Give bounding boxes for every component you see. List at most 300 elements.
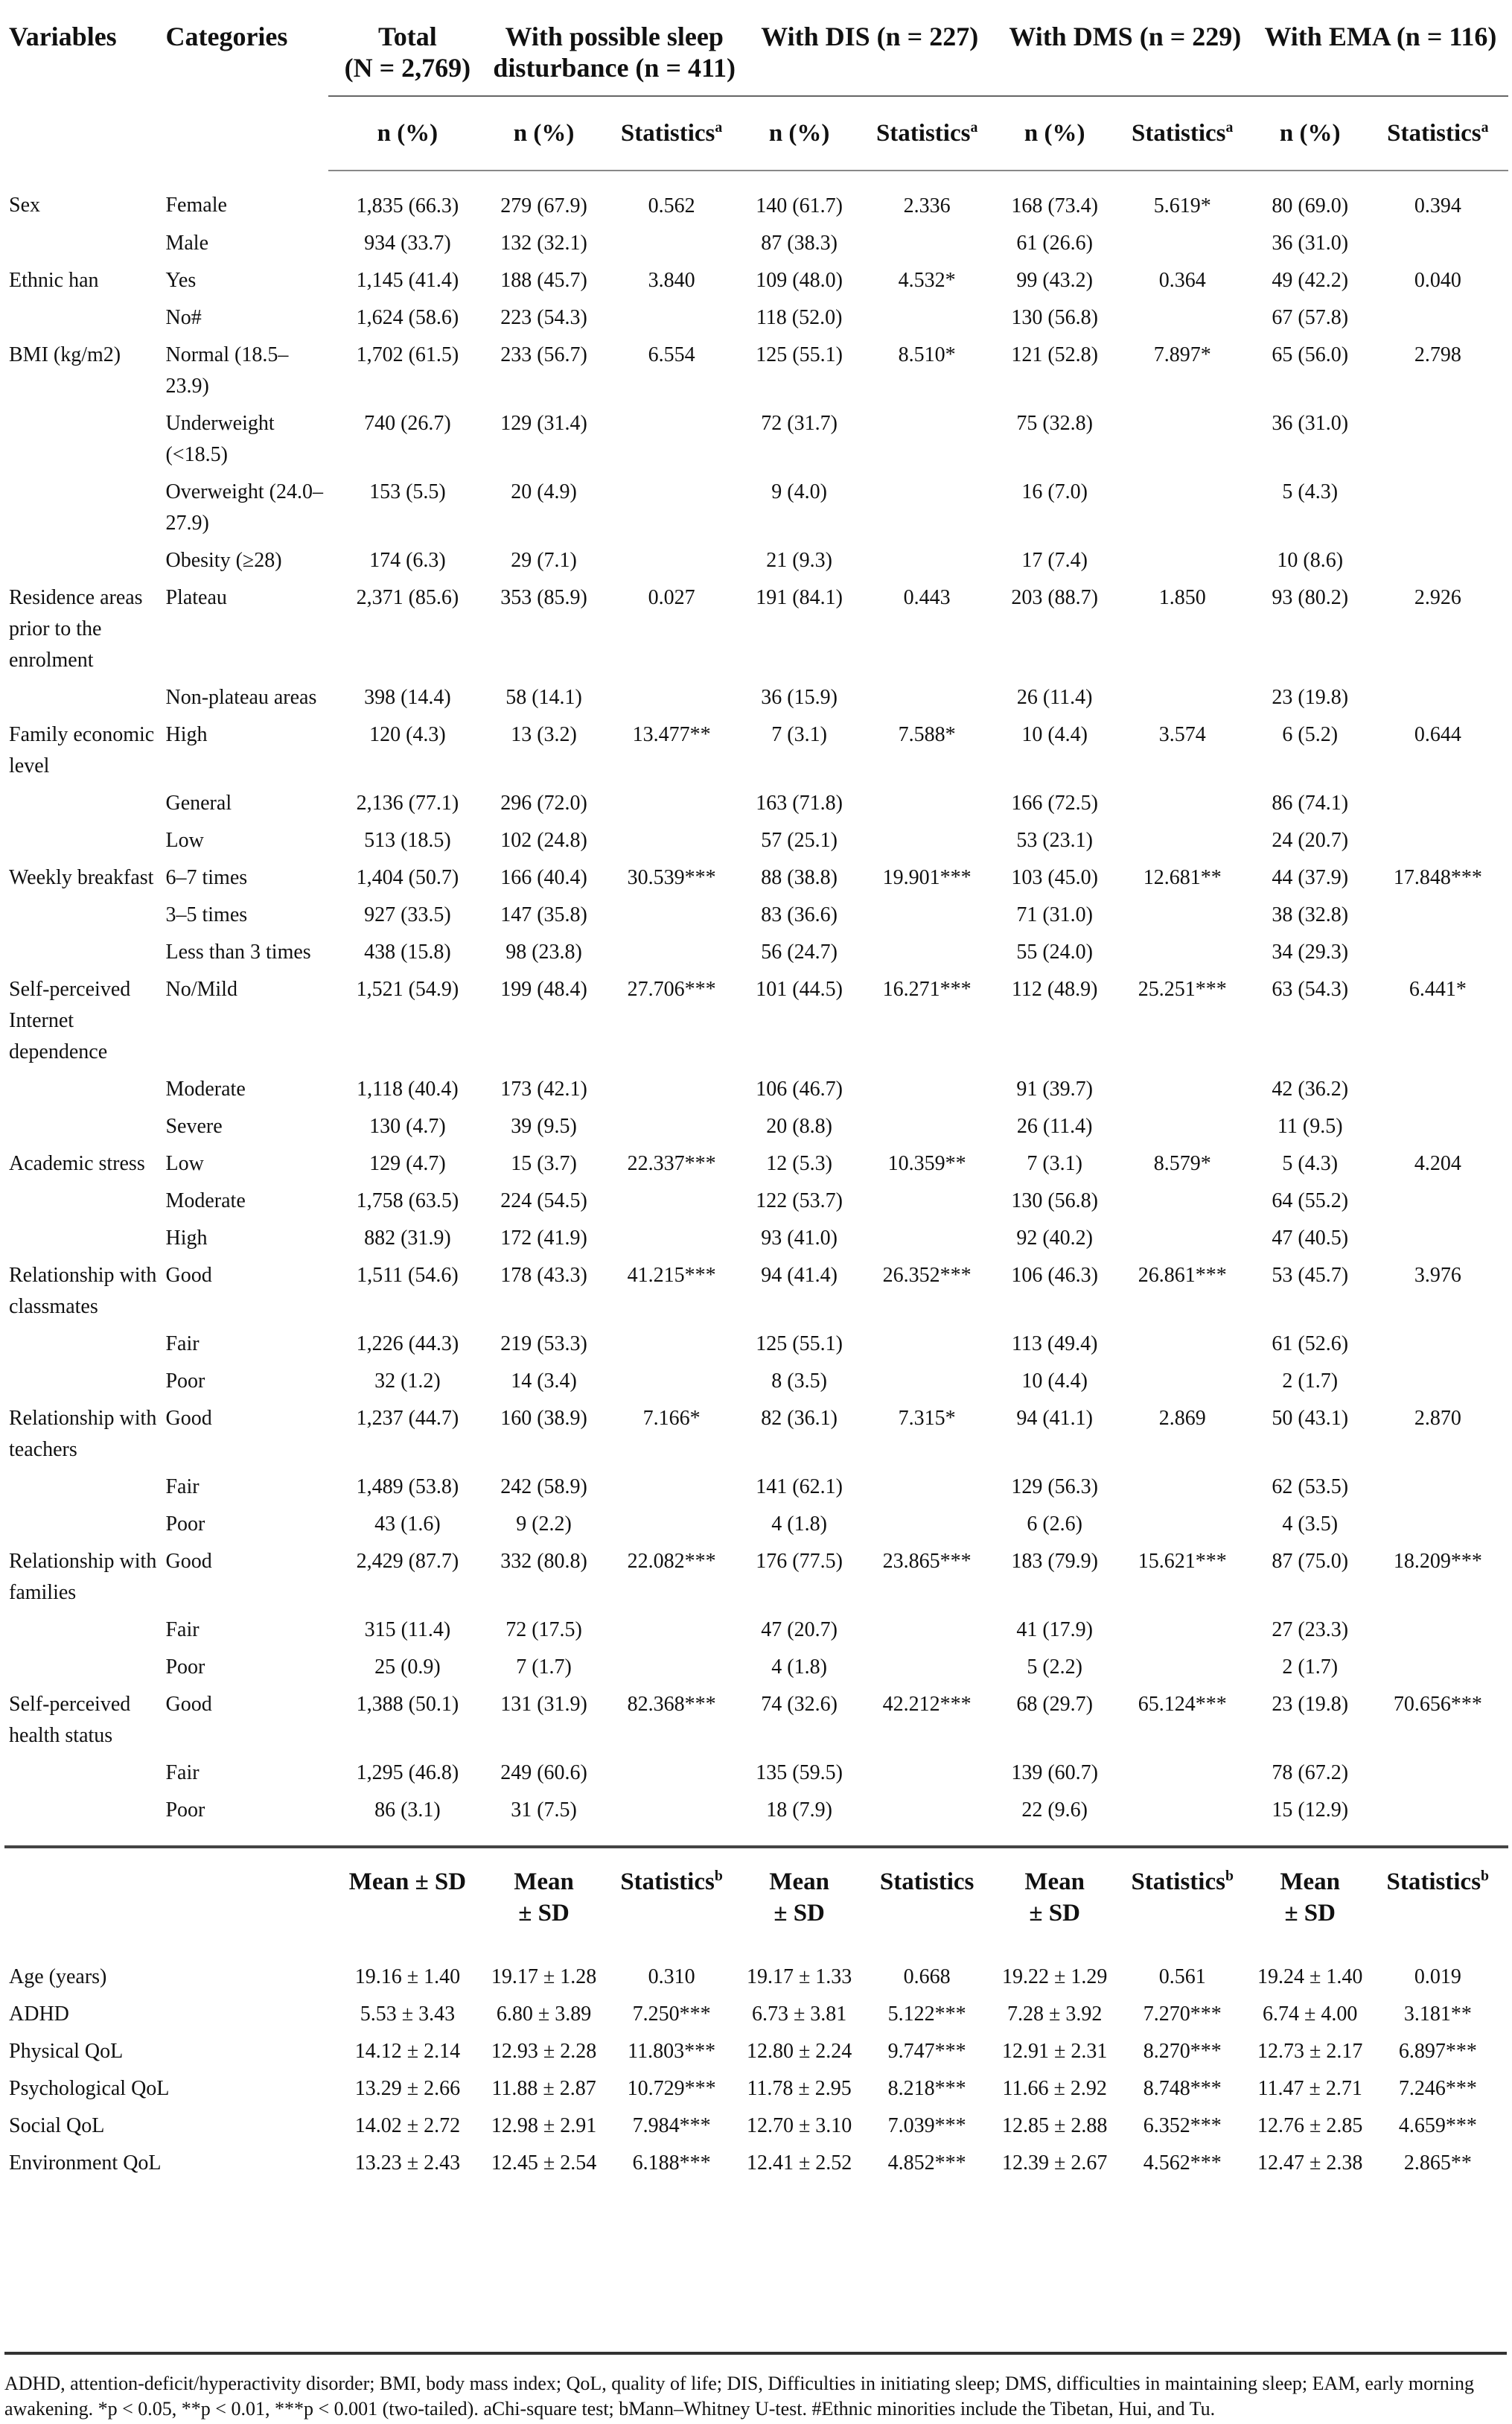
row-variable [4,1792,161,1847]
ema-n-pct: 24 (20.7) [1272,829,1349,852]
header-sleep-disturbance: With possible sleep disturbance (n = 411) [487,0,742,96]
table-row [4,1400,1508,1469]
ema-n-pct: 2 (1.7) [1282,1655,1339,1679]
row-variable: Sex [9,194,40,217]
dis-statistic [857,1326,998,1363]
dms-n-pct: 68 (29.7) [1016,1693,1093,1716]
total-n-pct: 86 (3.1) [374,1798,441,1822]
row-category: Obesity (≥28) [165,549,282,572]
total-n-pct: 1,118 (40.4) [357,1078,459,1101]
total-mean-sd: 14.12 ± 2.14 [354,2040,461,2063]
table-row [4,785,1508,822]
dms-statistic: 26.861*** [1138,1264,1227,1287]
dms-mean-sd: 11.66 ± 2.92 [1002,2077,1107,2100]
dms-statistic: 8.270*** [1143,2040,1222,2063]
table-row [4,2033,1508,2070]
sleep-n-pct: 9 (2.2) [516,1512,572,1536]
sleep-mean-sd: 19.17 ± 1.28 [491,1965,597,1988]
total-n-pct: 1,295 (46.8) [356,1761,459,1784]
header-mean-sd: Mean ± SD [487,1847,602,1942]
sleep-statistic: 82.368*** [627,1693,716,1716]
ema-n-pct: 42 (36.2) [1272,1078,1349,1101]
dis-n-pct: 74 (32.6) [761,1693,838,1716]
row-category: Underweight (<18.5) [165,412,275,466]
ema-statistic [1368,1755,1508,1792]
sleep-n-pct: 223 (54.3) [500,306,587,329]
ema-statistic [1368,299,1508,337]
sleep-statistic: 13.477** [632,723,711,746]
dms-statistic [1112,1220,1253,1257]
row-category: Poor [165,1655,205,1679]
sleep-n-pct: 13 (3.2) [511,723,577,746]
ema-statistic [1368,405,1508,474]
table-row [4,1755,1508,1792]
row-variable [4,897,161,934]
total-n-pct: 740 (26.7) [364,412,451,435]
sleep-n-pct: 20 (4.9) [511,480,577,503]
ema-statistic [1368,1469,1508,1506]
ema-n-pct: 5 (4.3) [1282,1152,1339,1175]
dis-n-pct: 7 (3.1) [771,723,827,746]
sleep-n-pct: 353 (85.9) [500,586,587,609]
sleep-statistic [601,822,741,859]
dms-statistic [1112,1183,1253,1220]
sleep-statistic [601,1108,741,1145]
header-statistics: Statistics$^a$ [1112,96,1253,171]
dms-statistic: 4.562*** [1143,2151,1222,2175]
sleep-n-pct: 233 (56.7) [500,343,587,366]
sleep-statistic: 22.337*** [627,1152,716,1175]
ema-n-pct: 36 (31.0) [1272,232,1349,255]
sleep-n-pct: 7 (1.7) [516,1655,572,1679]
sleep-n-pct: 172 (41.9) [500,1227,587,1250]
ema-mean-sd: 6.74 ± 4.00 [1263,2002,1358,2026]
dis-n-pct: 94 (41.4) [761,1264,838,1287]
ema-n-pct: 65 (56.0) [1272,343,1349,366]
row-variable [4,1469,161,1506]
dis-statistic [857,1469,998,1506]
ema-statistic [1368,1326,1508,1363]
sleep-n-pct: 131 (31.9) [500,1693,587,1716]
sleep-n-pct: 188 (45.7) [500,269,587,292]
ema-statistic: 18.209*** [1393,1550,1482,1573]
header-mean-sd: Mean ± SD [998,1847,1112,1942]
ema-statistic [1368,1363,1508,1400]
ema-mean-sd: 12.76 ± 2.85 [1257,2114,1363,2137]
sleep-n-pct: 160 (38.9) [500,1407,587,1430]
header-mean-sd: Mean ± SD [1253,1847,1368,1942]
dms-n-pct: 121 (52.8) [1011,343,1098,366]
total-n-pct: 174 (6.3) [369,549,446,572]
total-n-pct: 2,136 (77.1) [356,792,459,815]
header-statistics: Statistics$^b$ [1368,1847,1508,1942]
dms-n-pct: 17 (7.4) [1021,549,1088,572]
total-n-pct: 43 (1.6) [374,1512,441,1536]
dms-statistic: 7.897* [1153,343,1211,366]
ema-statistic: 6.897*** [1398,2040,1477,2063]
row-category: Female [165,194,227,217]
dis-n-pct: 191 (84.1) [756,586,843,609]
total-mean-sd: 19.16 ± 1.40 [354,1965,461,1988]
dis-statistic [857,405,998,474]
dis-n-pct: 4 (1.8) [771,1655,827,1679]
row-category: No/Mild [165,978,237,1001]
dms-statistic [1112,1108,1253,1145]
table-row [4,171,1508,225]
dis-n-pct: 106 (46.7) [756,1078,843,1101]
total-n-pct: 438 (15.8) [364,941,451,964]
sleep-statistic: 7.250*** [632,2002,711,2026]
dms-statistic: 6.352*** [1143,2114,1222,2137]
total-n-pct: 398 (14.4) [364,686,451,709]
sleep-mean-sd: 12.93 ± 2.28 [491,2040,597,2063]
dms-statistic: 8.579* [1153,1152,1211,1175]
sleep-n-pct: 219 (53.3) [500,1332,587,1355]
total-n-pct: 25 (0.9) [374,1655,441,1679]
header-n-pct: n (%) [487,96,602,171]
dis-statistic [857,1363,998,1400]
dis-statistic: 7.588* [898,723,956,746]
sleep-n-pct: 224 (54.5) [500,1189,587,1212]
dis-n-pct: 4 (1.8) [771,1512,827,1536]
dis-statistic: 5.122*** [887,2002,966,2026]
dms-n-pct: 103 (45.0) [1011,866,1098,889]
ema-n-pct: 6 (5.2) [1282,723,1339,746]
row-category: High [165,723,208,746]
ema-statistic [1368,1220,1508,1257]
dms-statistic [1112,785,1253,822]
table-row [4,262,1508,299]
ema-n-pct: 86 (74.1) [1272,792,1349,815]
dis-statistic [857,474,998,542]
row-category: Poor [165,1370,205,1393]
ema-n-pct: 10 (8.6) [1277,549,1344,572]
dis-statistic [857,679,998,716]
dis-n-pct: 176 (77.5) [756,1550,843,1573]
dms-statistic [1112,225,1253,262]
row-variable: Academic stress [9,1152,145,1175]
dms-n-pct: 16 (7.0) [1021,480,1088,503]
dis-mean-sd: 6.73 ± 3.81 [751,2002,847,2026]
ema-statistic: 2.865** [1403,2151,1472,2175]
table-footnote: ADHD, attention-deficit/hyperactivity disorder; BMI, body mass index; QoL, quality of life; DIS, Difficulties in initiating sleep; DMS, difficulties in maintaining sleep; EAM, early morning awakening. *p < 0.05, **p < 0.01, ***p < 0.001 (two-tailed). aChi-square test; bMann–Whitney U-test. #Ethnic minorities include the Tibetan, Hui, and Tu. [4,2352,1507,2422]
row-category: Normal (18.5–23.9) [165,343,289,398]
row-variable [4,1612,161,1649]
sleep-statistic: 6.188*** [632,2151,711,2175]
ema-statistic: 3.181** [1403,2002,1472,2026]
row-variable: Residence areas prior to the enrolment [9,586,143,672]
dms-n-pct: 112 (48.9) [1011,978,1098,1001]
dis-statistic [857,1506,998,1543]
dms-statistic [1112,1506,1253,1543]
row-category: Low [165,829,204,852]
sleep-statistic [601,1469,741,1506]
dis-statistic: 42.212*** [882,1693,972,1716]
ema-n-pct: 93 (80.2) [1272,586,1349,609]
table-row [4,225,1508,262]
dis-statistic: 7.315* [898,1407,956,1430]
dis-statistic [857,1071,998,1108]
ema-statistic [1368,1108,1508,1145]
sleep-statistic: 0.562 [648,194,695,217]
ema-mean-sd: 12.73 ± 2.17 [1257,2040,1363,2063]
total-n-pct: 513 (18.5) [364,829,451,852]
sleep-n-pct: 132 (32.1) [500,232,587,255]
dis-n-pct: 87 (38.3) [761,232,838,255]
table-row [4,1326,1508,1363]
ema-statistic: 3.976 [1414,1264,1461,1287]
row-category: Good [165,1407,212,1430]
sleep-n-pct: 14 (3.4) [511,1370,577,1393]
dis-mean-sd: 19.17 ± 1.33 [746,1965,852,1988]
total-n-pct: 129 (4.7) [369,1152,446,1175]
dis-statistic: 2.336 [903,194,951,217]
dis-n-pct: 122 (53.7) [756,1189,843,1212]
dms-statistic: 0.561 [1158,1965,1206,1988]
dms-n-pct: 26 (11.4) [1016,686,1093,709]
table-row [4,971,1508,1071]
header-statistics: Statistics$^b$ [1112,1847,1253,1942]
dms-statistic: 65.124*** [1138,1693,1227,1716]
dms-n-pct: 26 (11.4) [1016,1115,1093,1138]
row-variable [4,1755,161,1792]
row-category: 6–7 times [165,866,248,889]
sleep-statistic: 10.729*** [627,2077,716,2100]
ema-statistic: 0.040 [1414,269,1461,292]
sleep-mean-sd: 6.80 ± 3.89 [496,2002,592,2026]
ema-statistic: 2.798 [1414,343,1461,366]
ema-n-pct: 27 (23.3) [1272,1618,1349,1641]
table-row [4,1363,1508,1400]
header-statistics: Statistics [857,1847,998,1942]
sleep-statistic: 41.215*** [627,1264,716,1287]
dis-mean-sd: 12.70 ± 3.10 [746,2114,852,2137]
sleep-statistic [601,1792,741,1847]
dms-statistic [1112,934,1253,971]
table-row [4,1257,1508,1326]
table-row [4,934,1508,971]
sleep-statistic: 7.984*** [632,2114,711,2137]
ema-n-pct: 62 (53.5) [1272,1475,1349,1498]
dms-n-pct: 6 (2.6) [1027,1512,1082,1536]
dis-n-pct: 83 (36.6) [761,903,838,926]
ema-n-pct: 36 (31.0) [1272,412,1349,435]
sleep-n-pct: 242 (58.9) [500,1475,587,1498]
dms-statistic [1112,405,1253,474]
dms-n-pct: 75 (32.8) [1016,412,1093,435]
ema-statistic [1368,934,1508,971]
dis-statistic [857,1792,998,1847]
table-row [4,542,1508,579]
table-row [4,1145,1508,1183]
dis-statistic: 8.218*** [887,2077,966,2100]
sleep-mean-sd: 12.98 ± 2.91 [491,2114,597,2137]
ema-statistic [1368,822,1508,859]
total-mean-sd: 13.29 ± 2.66 [354,2077,461,2100]
dms-statistic: 5.619* [1153,194,1211,217]
ema-n-pct: 34 (29.3) [1272,941,1349,964]
header-categories: Categories [165,22,288,51]
row-variable [4,1506,161,1543]
ema-n-pct: 38 (32.8) [1272,903,1349,926]
dis-mean-sd: 11.78 ± 2.95 [747,2077,852,2100]
row-variable [4,225,161,262]
dis-statistic [857,542,998,579]
sleep-statistic: 27.706*** [627,978,716,1001]
ema-n-pct: 23 (19.8) [1272,1693,1349,1716]
table-row [4,1108,1508,1145]
dms-n-pct: 91 (39.7) [1016,1078,1093,1101]
dms-n-pct: 10 (4.4) [1021,1370,1088,1393]
dis-n-pct: 36 (15.9) [761,686,838,709]
dis-n-pct: 141 (62.1) [756,1475,843,1498]
ema-statistic [1368,1792,1508,1847]
dis-statistic: 0.668 [903,1965,951,1988]
ema-n-pct: 4 (3.5) [1282,1512,1339,1536]
ema-statistic: 70.656*** [1393,1693,1482,1716]
table-row [4,1543,1508,1612]
dms-n-pct: 10 (4.4) [1021,723,1088,746]
ema-n-pct: 63 (54.3) [1272,978,1349,1001]
ema-n-pct: 67 (57.8) [1272,306,1349,329]
dms-n-pct: 113 (49.4) [1011,1332,1098,1355]
ema-statistic [1368,1183,1508,1220]
ema-statistic: 0.019 [1414,1965,1461,1988]
table-row [4,1183,1508,1220]
table-header [4,0,1508,171]
row-category: Yes [165,269,197,292]
dis-statistic [857,785,998,822]
sleep-statistic [601,1326,741,1363]
sleep-statistic [601,897,741,934]
row-variable: BMI (kg/m2) [9,343,121,366]
total-n-pct: 32 (1.2) [374,1370,441,1393]
dis-n-pct: 163 (71.8) [756,792,843,815]
ema-n-pct: 15 (12.9) [1272,1798,1349,1822]
ema-statistic [1368,1506,1508,1543]
sleep-statistic [601,1220,741,1257]
row-category: No# [165,306,202,329]
dms-n-pct: 106 (46.3) [1011,1264,1098,1287]
table-row [4,1071,1508,1108]
header-mean-sd: Mean ± SD [742,1847,857,1942]
dis-statistic [857,1220,998,1257]
header-statistics: Statistics$^a$ [857,96,998,171]
total-n-pct: 315 (11.4) [364,1618,451,1641]
dms-statistic [1112,1755,1253,1792]
ema-n-pct: 50 (43.1) [1272,1407,1349,1430]
dms-n-pct: 139 (60.7) [1011,1761,1098,1784]
table-row [4,897,1508,934]
row-variable: Self-perceived health status [9,1693,131,1747]
ema-n-pct: 23 (19.8) [1272,686,1349,709]
sleep-n-pct: 249 (60.6) [500,1761,587,1784]
dms-statistic: 0.364 [1158,269,1206,292]
row-variable [4,822,161,859]
total-n-pct: 1,521 (54.9) [356,978,459,1001]
row-category: Moderate [165,1189,246,1212]
total-n-pct: 130 (4.7) [369,1115,446,1138]
row-variable: Relationship with teachers [9,1407,157,1461]
sleep-statistic [601,225,741,262]
sleep-statistic [601,474,741,542]
row-variable: Ethnic han [9,269,99,292]
sleep-n-pct: 173 (42.1) [500,1078,587,1101]
dms-mean-sd: 12.85 ± 2.88 [1001,2114,1108,2137]
dms-mean-sd: 19.22 ± 1.29 [1001,1965,1108,1988]
row-variable [4,405,161,474]
row-variable: Age (years) [9,1965,107,1988]
dms-statistic: 25.251*** [1138,978,1227,1001]
sleep-statistic [601,1755,741,1792]
dis-statistic [857,225,998,262]
row-category: Fair [165,1618,200,1641]
dis-n-pct: 101 (44.5) [756,978,843,1001]
sleep-n-pct: 166 (40.4) [500,866,587,889]
continuous-header [4,1847,1508,1942]
row-category: Good [165,1264,212,1287]
total-n-pct: 2,429 (87.7) [356,1550,459,1573]
row-variable [4,1220,161,1257]
total-n-pct: 1,702 (61.5) [356,343,459,366]
total-n-pct: 1,758 (63.5) [356,1189,459,1212]
dis-statistic: 4.852*** [887,2151,966,2175]
dms-n-pct: 92 (40.2) [1016,1227,1093,1250]
dms-n-pct: 61 (26.6) [1016,232,1093,255]
ema-statistic [1368,542,1508,579]
table-row [4,716,1508,785]
dms-n-pct: 94 (41.1) [1016,1407,1093,1430]
dis-n-pct: 135 (59.5) [756,1761,843,1784]
row-category: Severe [165,1115,223,1138]
dis-statistic [857,1612,998,1649]
row-category: Fair [165,1475,200,1498]
total-n-pct: 927 (33.5) [364,903,451,926]
ema-statistic: 4.204 [1414,1152,1461,1175]
ema-n-pct: 61 (52.6) [1272,1332,1349,1355]
dis-statistic [857,1755,998,1792]
ema-n-pct: 44 (37.9) [1272,866,1349,889]
dis-n-pct: 140 (61.7) [756,194,843,217]
sleep-n-pct: 102 (24.8) [500,829,587,852]
header-n-pct: n (%) [1253,96,1368,171]
sleep-statistic: 6.554 [648,343,695,366]
row-category: Good [165,1550,212,1573]
ema-n-pct: 78 (67.2) [1272,1761,1349,1784]
row-category: Poor [165,1798,205,1822]
sleep-statistic [601,1071,741,1108]
total-n-pct: 934 (33.7) [364,232,451,255]
dms-statistic [1112,897,1253,934]
table-row [4,405,1508,474]
row-variable: Relationship with families [9,1550,157,1604]
row-variable [4,1071,161,1108]
sleep-statistic [601,1612,741,1649]
dis-n-pct: 93 (41.0) [761,1227,838,1250]
sleep-n-pct: 178 (43.3) [500,1264,587,1287]
header-n-pct: n (%) [998,96,1112,171]
dms-n-pct: 53 (23.1) [1016,829,1093,852]
dis-n-pct: 72 (31.7) [761,412,838,435]
row-category: Non-plateau areas [165,686,317,709]
dms-statistic [1112,542,1253,579]
sleep-n-pct: 199 (48.4) [500,978,587,1001]
row-variable [4,1649,161,1686]
row-category: Moderate [165,1078,246,1101]
total-n-pct: 1,835 (66.3) [356,194,459,217]
sleep-n-pct: 296 (72.0) [500,792,587,815]
ema-statistic [1368,225,1508,262]
